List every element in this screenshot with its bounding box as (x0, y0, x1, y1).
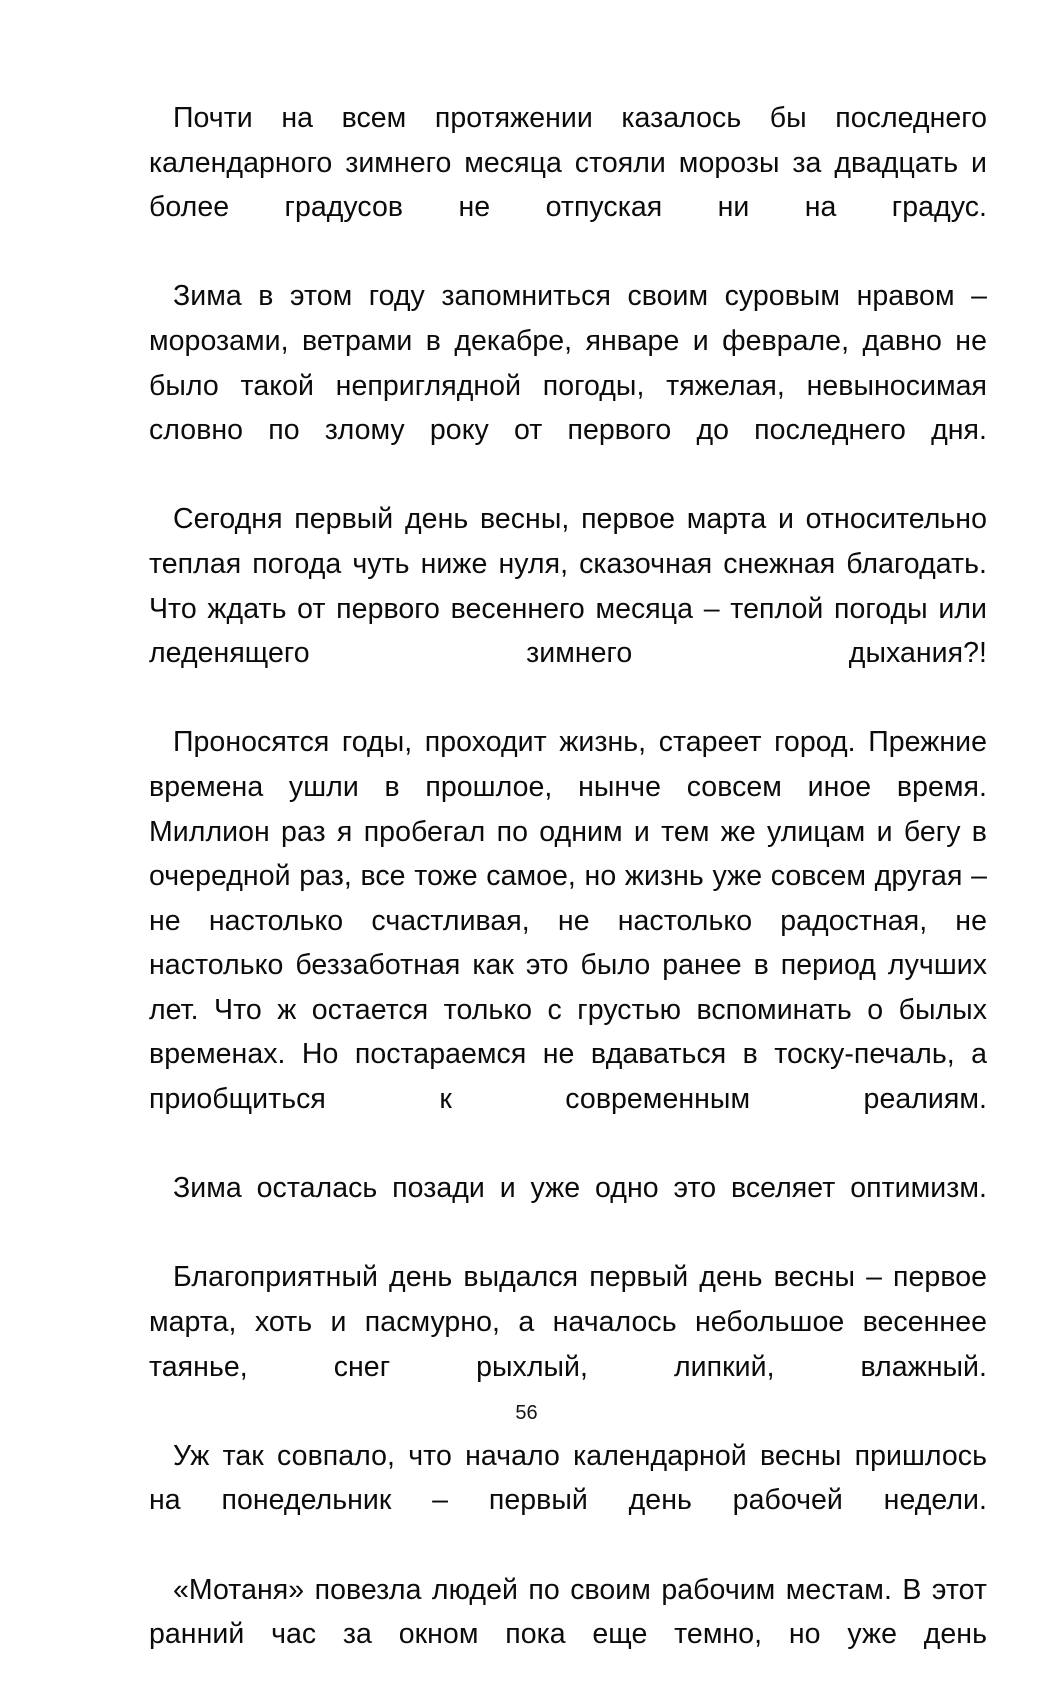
body-paragraph-1: Почти на всем протяжении казалось бы последнего календарного зимнего месяца стояли морозы за двадцать и более градусов не отпуская ни на градус. (149, 102, 987, 224)
body-paragraph-6: Благоприятный день выдался первый день весны – первое марта, хоть и пасмурно, а началось небольшое весеннее таянье, снег рыхлый, липкий, влажный. (149, 1261, 987, 1383)
body-paragraph-7: Уж так совпало, что начало календарной весны пришлось на понедельник – первый день рабочей недели. (149, 1439, 987, 1517)
body-paragraph-8: «Мотаня» повезла людей по своим рабочим местам. В этот ранний час за окном пока еще темно, но уже день (149, 1573, 987, 1651)
body-paragraph-4: Проносятся годы, проходит жизнь, стареет город. Прежние времена ушли в прошлое, нынче совсем иное время. Миллион раз я пробегал по одним и тем же улицам и бегу в очередной раз, все тоже самое, но жизнь уже совсем другая – не настолько счастливая, не настолько радостная, не настолько беззаботная как это было ранее в период лучших лет. Что ж остается только с грустью вспоминать о былых временах. Но постараемся не вдаваться в тоску-печаль, а приобщиться к современным реалиям. (149, 726, 987, 1116)
body-paragraph-2: Зима в этом году запомниться своим суровым нравом – морозами, ветрами в декабре, январе и феврале, давно не было такой неприглядной погоды, тяжелая, невыносимая словно по злому року от первого до последнего дня. (149, 280, 987, 447)
body-text-column (149, 96, 987, 1701)
body-paragraph-3: Сегодня первый день весны, первое марта и относительно теплая погода чуть ниже нуля, сказочная снежная благодать. Что ждать от первого весеннего месяца – теплой погоды или леденящего зимнего дыхания?! (149, 503, 987, 670)
page-number: 56 (515, 1402, 538, 1424)
body-paragraph-5: Зима осталась позади и уже одно это вселяет оптимизм. (173, 1172, 987, 1205)
